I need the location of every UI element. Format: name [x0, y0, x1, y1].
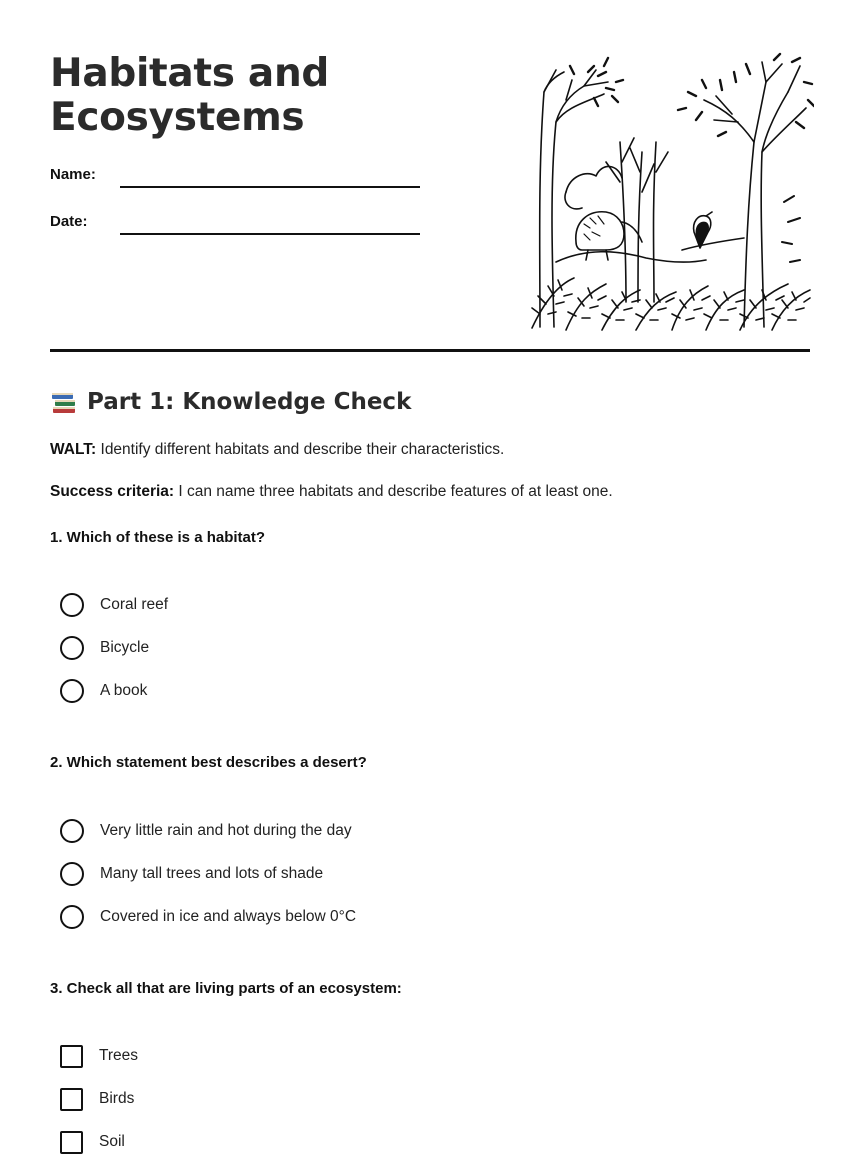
q2-option-tall-trees[interactable] — [60, 861, 323, 887]
name-field[interactable] — [120, 186, 420, 188]
q3-option-soil[interactable] — [60, 1129, 125, 1155]
q3-option-birds[interactable] — [60, 1086, 134, 1112]
success-label: Success criteria: — [50, 483, 175, 500]
header-divider — [50, 349, 810, 352]
worksheet-title — [50, 52, 470, 140]
title-line-1: Habitats and — [50, 51, 330, 96]
radio-button[interactable] — [60, 636, 84, 660]
forest-scene-illustration — [526, 52, 814, 332]
title-line-2: Ecosystems — [50, 95, 305, 140]
walt-statement — [50, 441, 504, 459]
date-field[interactable] — [120, 233, 420, 235]
option-label: A book — [100, 682, 148, 699]
option-label: Soil — [99, 1133, 125, 1150]
q2-option-covered-ice[interactable] — [60, 904, 356, 930]
checkbox[interactable] — [60, 1131, 83, 1154]
q2-option-little-rain[interactable] — [60, 818, 352, 844]
walt-text: Identify different habitats and describe their characteristics. — [96, 441, 505, 458]
checkbox[interactable] — [60, 1088, 83, 1111]
part1-heading-text: Part 1: Knowledge Check — [87, 389, 412, 415]
option-label: Many tall trees and lots of shade — [100, 865, 324, 882]
checkbox[interactable] — [60, 1045, 83, 1068]
radio-button[interactable] — [60, 905, 84, 929]
walt-label: WALT: — [50, 441, 97, 458]
books-icon — [50, 388, 78, 416]
success-text: I can name three habitats and describe features of at least one. — [174, 483, 613, 500]
name-label: Name: — [50, 166, 96, 183]
radio-button[interactable] — [60, 679, 84, 703]
question-1: 1. Which of these is a habitat? — [50, 529, 266, 546]
question-3: 3. Check all that are living parts of an ecosystem: — [50, 980, 402, 997]
option-label: Coral reef — [100, 596, 169, 613]
option-label: Very little rain and hot during the day — [100, 822, 352, 839]
success-criteria — [50, 483, 613, 501]
option-label: Trees — [99, 1047, 139, 1064]
option-label: Birds — [99, 1090, 135, 1107]
q3-option-trees[interactable] — [60, 1043, 138, 1069]
q1-option-a-book[interactable] — [60, 678, 147, 704]
radio-button[interactable] — [60, 819, 84, 843]
q1-option-bicycle[interactable] — [60, 635, 149, 661]
option-label: Covered in ice and always below 0°C — [100, 908, 357, 925]
question-2: 2. Which statement best describes a desert? — [50, 754, 367, 771]
q1-option-coral-reef[interactable] — [60, 592, 168, 618]
part1-heading — [50, 388, 411, 416]
option-label: Bicycle — [100, 639, 150, 656]
radio-button[interactable] — [60, 593, 84, 617]
radio-button[interactable] — [60, 862, 84, 886]
date-label: Date: — [50, 213, 88, 230]
